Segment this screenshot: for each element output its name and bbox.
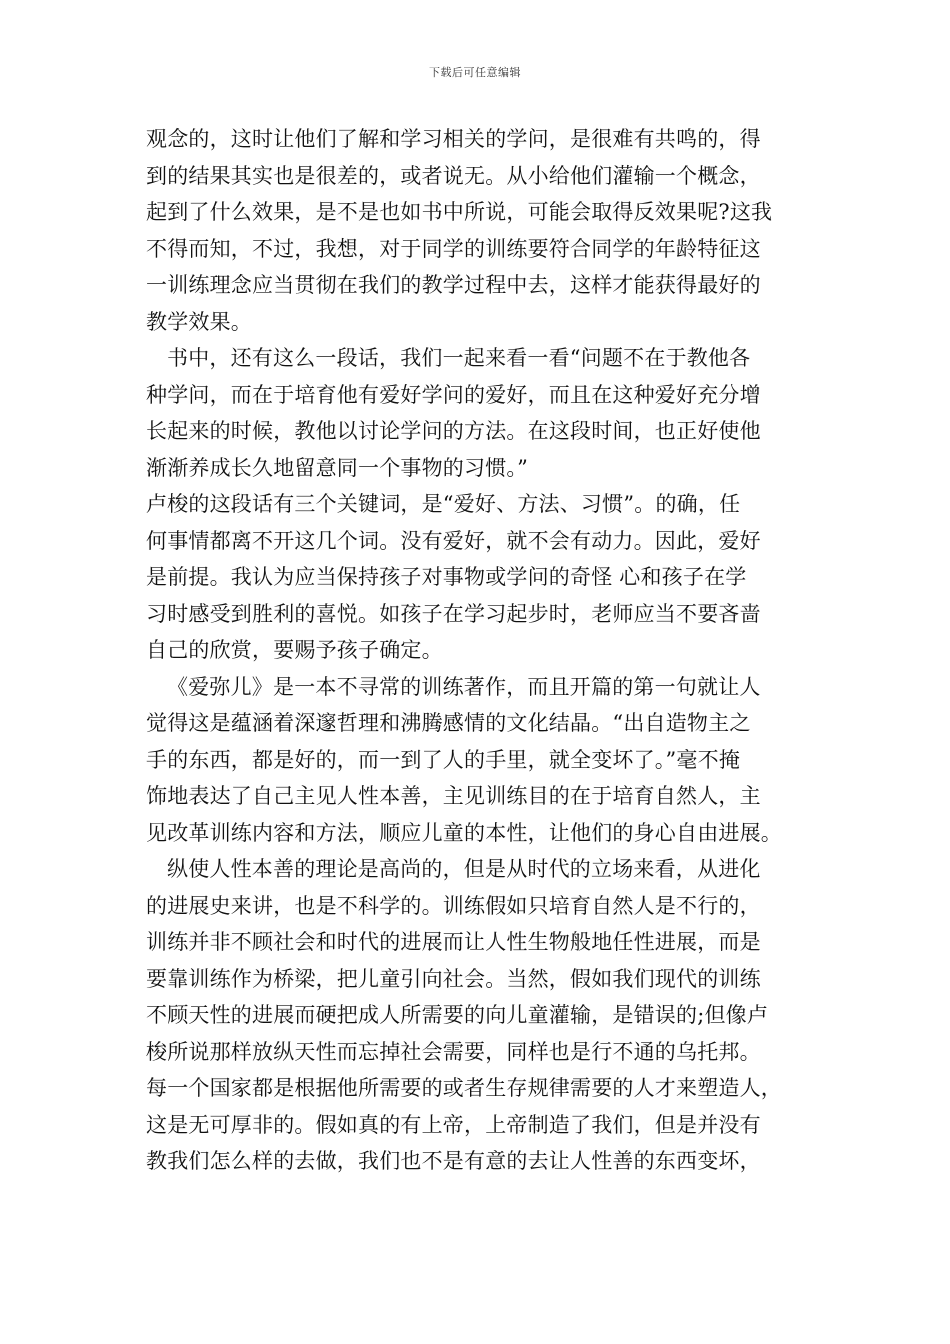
text-line: 见改革训练内容和方法，顺应儿童的本性，让他们的身心自由进展。 <box>146 820 782 845</box>
text-line: 是前提。我认为应当保持孩子对事物或学问的奇怪 心和孩子在学 <box>146 565 747 589</box>
text-line: 习时感受到胜利的喜悦。如孩子在学习起步时，老师应当不要吝啬 <box>146 601 761 626</box>
text-line: 不顾天性的进展而硬把成人所需要的向儿童灌输，是错误的;但像卢 <box>146 1003 769 1027</box>
text-line: 到的结果其实也是很差的，或者说无。从小给他们灌输一个概念， <box>146 163 761 188</box>
text-line: 起到了什么效果，是不是也如书中所说，可能会取得反效果呢?这我 <box>146 200 773 224</box>
text-line: 卢梭的这段话有三个关键词，是“爱好、方法、习惯”。的确，任 <box>146 492 741 516</box>
text-line: 长起来的时候，教他以讨论学问的方法。在这段时间，也正好使他 <box>146 419 761 443</box>
text-line: 饰地表达了自己主见人性本善，主见训练目的在于培育自然人，主 <box>146 784 761 808</box>
text-line: 书中，还有这么一段话，我们一起来看一看“问题不在于教他各 <box>167 346 751 370</box>
page-header: 下载后可任意编辑 <box>429 66 521 79</box>
text-line: 观念的，这时让他们了解和学习相关的学问，是很难有共鸣的，得 <box>146 127 761 151</box>
text-line: 训练并非不顾社会和时代的进展而让人性生物般地任性进展，而是 <box>146 930 761 954</box>
text-line: 这是无可厚非的。假如真的有上帝，上帝制造了我们，但是并没有 <box>146 1112 761 1137</box>
text-line: 《爱弥儿》是一本不寻常的训练著作，而且开篇的第一句就让人 <box>167 674 761 699</box>
text-line: 渐渐养成长久地留意同一个事物的习惯。” <box>146 455 529 480</box>
text-line: 梭所说那样放纵天性而忘掉社会需要，同样也是行不通的乌托邦。 <box>146 1039 761 1064</box>
text-line: 何事情都离不开这几个词。没有爱好，就不会有动力。因此，爱好 <box>146 528 761 553</box>
text-line: 教我们怎么样的去做，我们也不是有意的去让人性善的东西变坏， <box>146 1149 761 1173</box>
text-line: 纵使人性本善的理论是高尚的，但是从时代的立场来看，从进化 <box>167 857 761 881</box>
text-line: 不得而知，不过，我想，对于同学的训练要符合同学的年龄特征这 <box>146 236 761 261</box>
text-line: 每一个国家都是根据他所需要的或者生存规律需要的人才来塑造人， <box>146 1076 782 1100</box>
text-line: 的进展史来讲，也是不科学的。训练假如只培育自然人是不行的， <box>146 893 761 918</box>
text-line: 手的东西，都是好的，而一到了人的手里，就全变坏了。”毫不掩 <box>146 747 741 772</box>
text-line: 一训练理念应当贯彻在我们的教学过程中去，这样才能获得最好的 <box>146 273 761 297</box>
text-line: 自己的欣赏，要赐予孩子确定。 <box>146 638 443 662</box>
text-line: 种学问，而在于培育他有爱好学问的爱好，而且在这种爱好充分增 <box>146 382 761 407</box>
document-body <box>146 121 836 1180</box>
text-line: 要靠训练作为桥梁，把儿童引向社会。当然，假如我们现代的训练 <box>146 966 761 991</box>
text-line: 教学效果。 <box>146 309 252 334</box>
text-line: 觉得这是蕴涵着深邃哲理和沸腾感情的文化结晶。“出自造物主之 <box>146 711 751 735</box>
